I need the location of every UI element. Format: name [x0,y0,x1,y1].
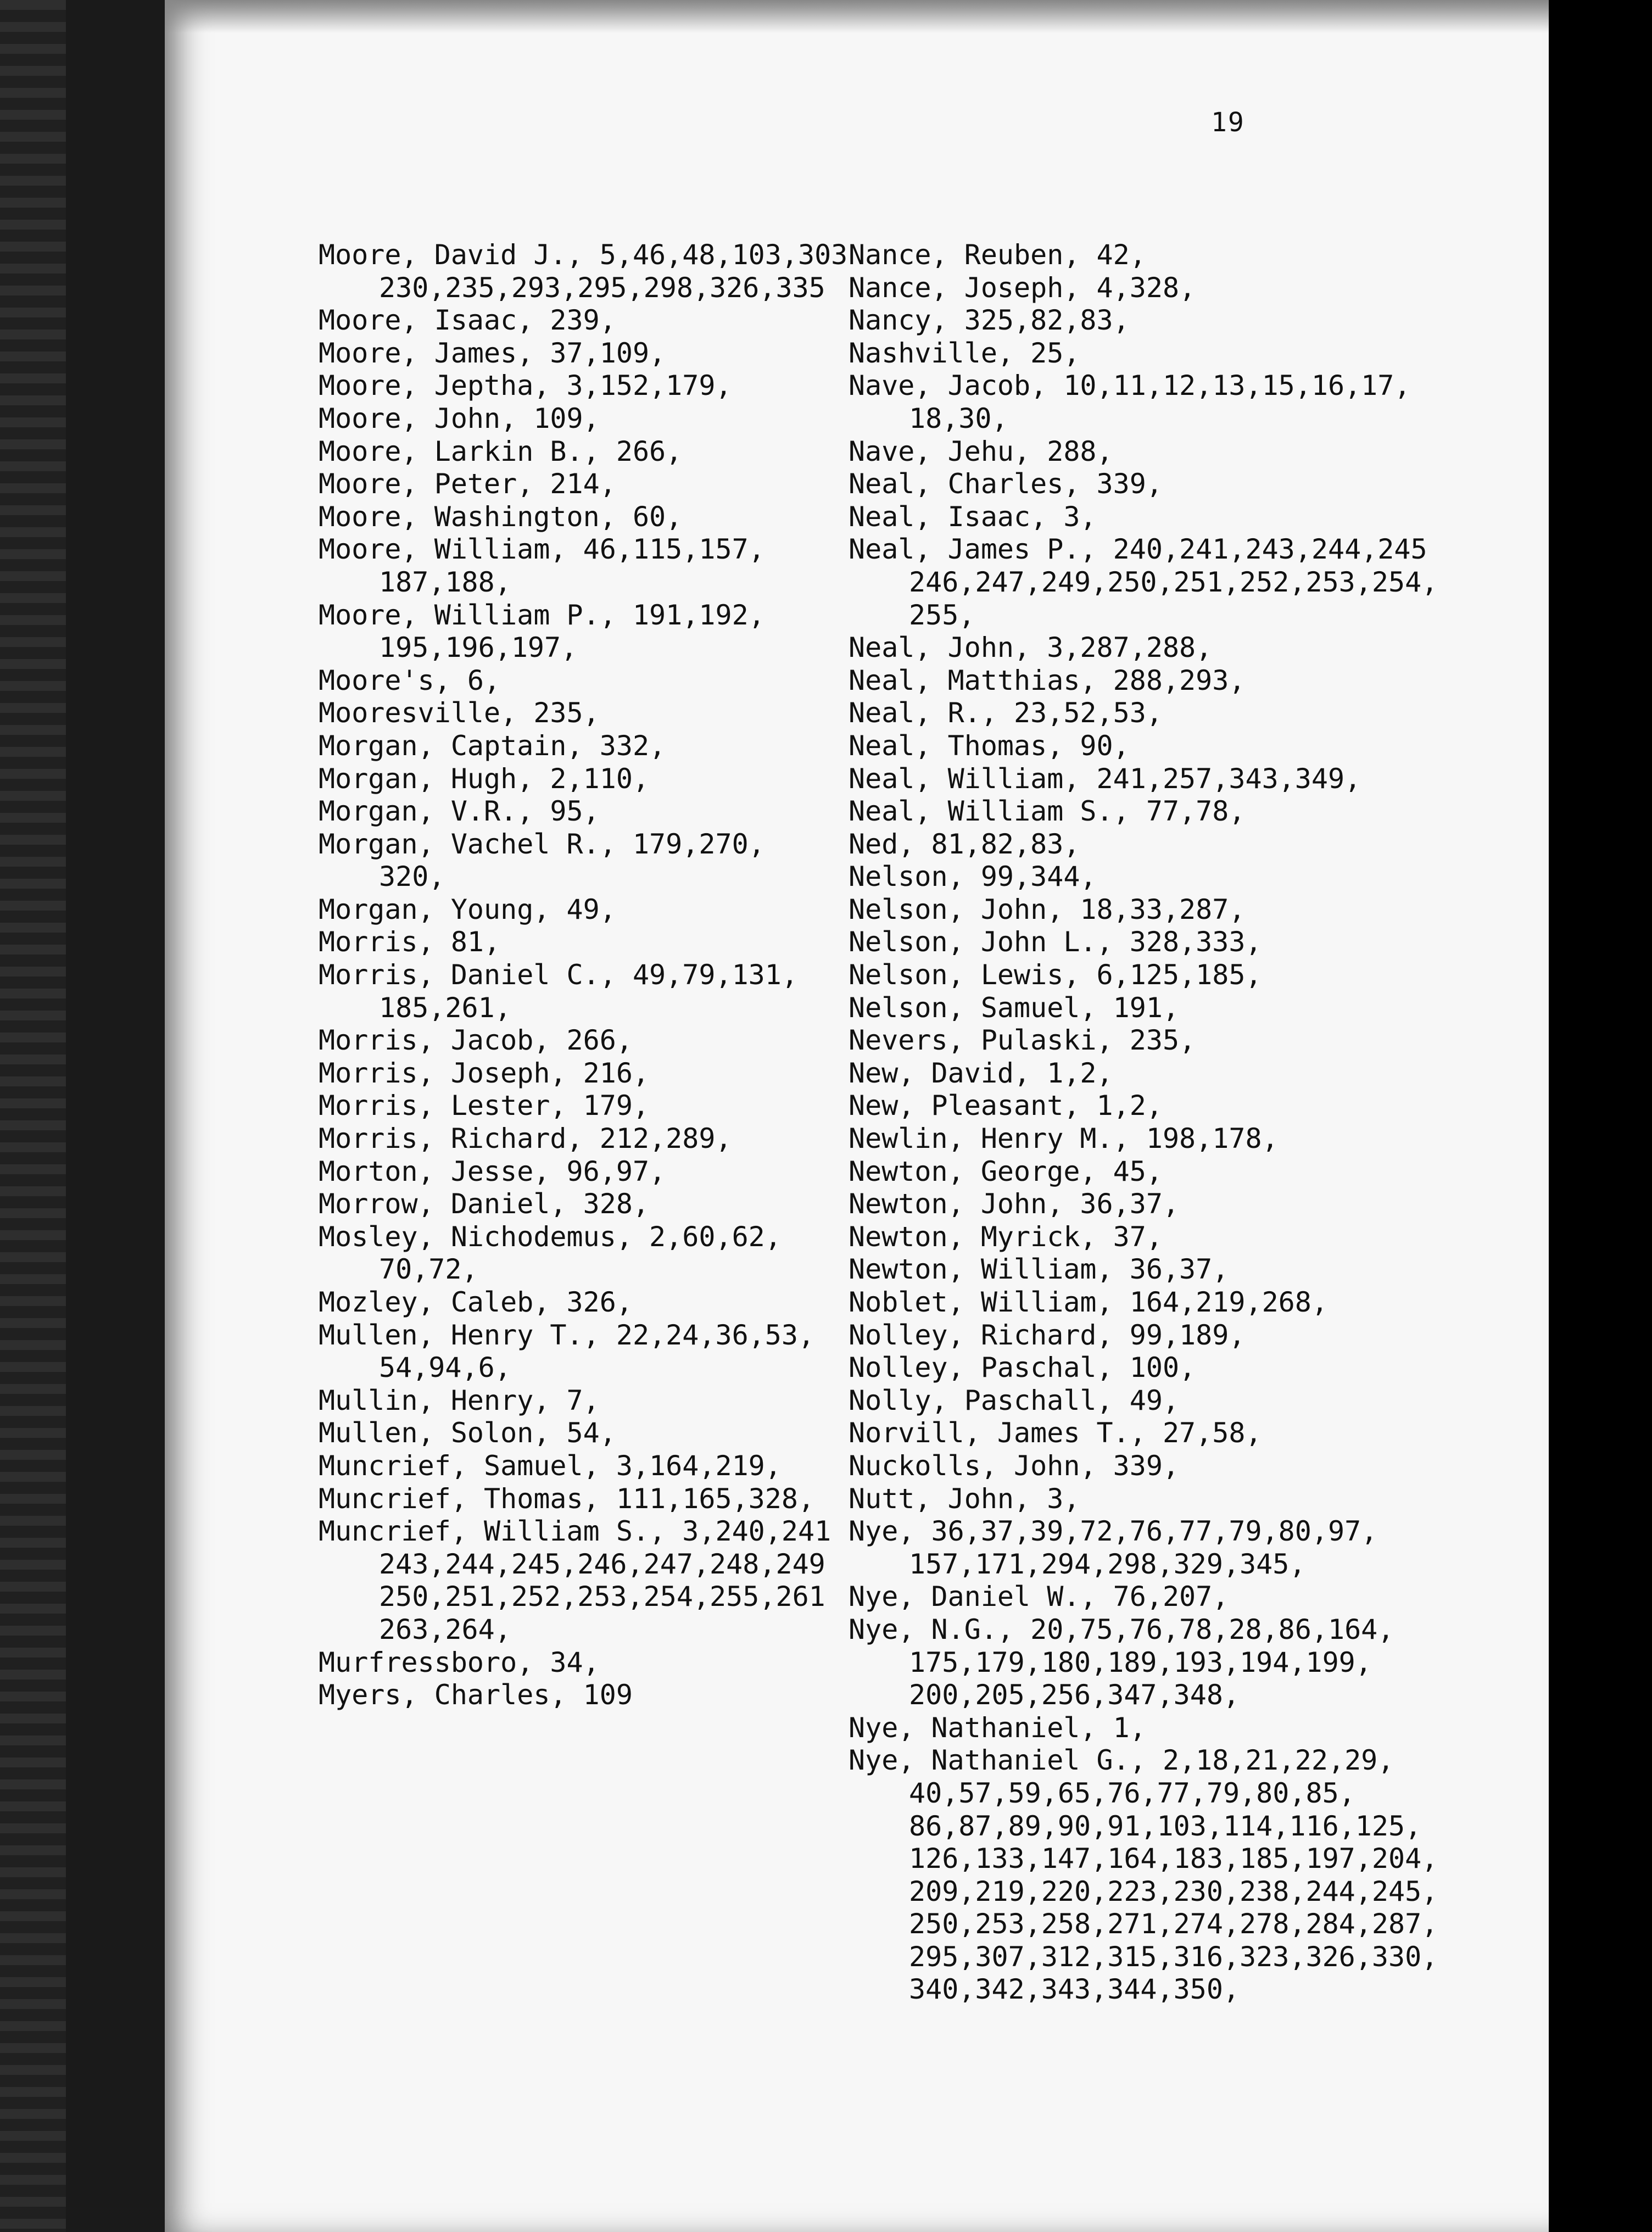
entry-heading-line: Nancy, 325,82,83, [849,304,1130,337]
entry-heading-line: Moore, Larkin B., 266, [319,435,683,467]
scan-left-edge [0,0,165,2232]
index-column-left [319,239,847,1712]
entry-heading-line: Morgan, Hugh, 2,110, [319,762,650,795]
entry-heading-line: Neal, Charles, 339, [849,468,1163,500]
entry-heading-line: Mozley, Caleb, 326, [319,1286,633,1318]
index-entry [849,1581,1438,1614]
index-entry [849,1123,1438,1156]
entry-heading-line: Newton, Myrick, 37, [849,1220,1163,1253]
index-entry [849,1712,1438,1745]
entry-continuation-line: 263,264, [379,1613,511,1645]
index-entry [849,468,1438,501]
index-entry [319,1385,847,1418]
index-entry [319,665,847,698]
entry-heading-line: New, Pleasant, 1,2, [849,1090,1163,1122]
index-entry [849,763,1438,796]
index-entry [849,828,1438,861]
entry-heading-line: Nye, Nathaniel, 1, [849,1711,1146,1744]
bleed-through-strip [0,0,66,2232]
scan-right-edge [1549,0,1652,2232]
index-entry [849,861,1438,894]
index-entry [849,795,1438,828]
index-entry [319,1450,847,1483]
entry-heading-line: Nutt, John, 3, [849,1482,1080,1515]
scan-top-edge [165,0,1549,33]
index-entry [319,763,847,796]
index-entry [319,468,847,501]
entry-continuation-line: 209,219,220,223,230,238,244,245, [909,1875,1438,1907]
index-entry [319,1123,847,1156]
index-entry [319,926,847,959]
index-entry [849,1385,1438,1418]
entry-heading-line: Morris, Richard, 212,289, [319,1123,732,1155]
entry-heading-line: Moore, David J., 5,46,48,103,303 [319,239,848,271]
index-entry [319,1417,847,1450]
entry-heading-line: Nevers, Pulaski, 235, [849,1024,1196,1057]
entry-continuation-line: 250,253,258,271,274,278,284,287, [909,1908,1438,1940]
index-entry [849,894,1438,927]
entry-heading-line: Mullin, Henry, 7, [319,1384,600,1416]
entry-heading-line: Morris, Jacob, 266, [319,1024,633,1057]
entry-heading-line: Neal, Thomas, 90, [849,729,1130,762]
entry-heading-line: Mosley, Nichodemus, 2,60,62, [319,1220,782,1253]
entry-heading-line: Morris, Joseph, 216, [319,1057,650,1089]
index-entry [849,1614,1438,1712]
index-entry [849,992,1438,1025]
entry-heading-line: Muncrief, Thomas, 111,165,328, [319,1482,815,1515]
entry-heading-line: Nye, Nathaniel G., 2,18,21,22,29, [849,1744,1394,1777]
entry-heading-line: Nolley, Richard, 99,189, [849,1319,1246,1351]
entry-heading-line: Nave, Jacob, 10,11,12,13,15,16,17, [849,370,1411,402]
index-entry [319,1057,847,1090]
entry-heading-line: Nelson, John, 18,33,287, [849,893,1246,925]
index-entry [849,1450,1438,1483]
index-entry [319,370,847,403]
entry-heading-line: Moore, John, 109, [319,402,600,434]
entry-heading-line: Neal, Matthias, 288,293, [849,664,1246,696]
entry-continuation-line: 250,251,252,253,254,255,261 [379,1581,825,1613]
index-entry [849,1156,1438,1188]
index-entry [849,501,1438,534]
entry-continuation-line: 340,342,343,344,350, [909,1973,1240,2006]
index-entry [849,1319,1438,1352]
entry-heading-line: Nelson, John L., 328,333, [849,926,1262,958]
entry-heading-line: Myers, Charles, 109 [319,1679,633,1711]
entry-heading-line: Morris, Lester, 179, [319,1090,650,1122]
index-entry [849,1221,1438,1254]
index-entry [849,1057,1438,1090]
entry-heading-line: Nye, N.G., 20,75,76,78,28,86,164, [849,1613,1394,1645]
entry-heading-line: Morgan, Young, 49, [319,893,616,925]
entry-heading-line: Moore, Isaac, 239, [319,304,616,337]
index-entry [319,304,847,337]
entry-continuation-line: 157,171,294,298,329,345, [909,1548,1306,1580]
entry-heading-line: Moore, Peter, 214, [319,468,616,500]
index-entry [319,239,847,304]
entry-heading-line: Morton, Jesse, 96,97, [319,1155,666,1187]
entry-continuation-line: 126,133,147,164,183,185,197,204, [909,1843,1438,1875]
entry-continuation-line: 320, [379,861,445,893]
index-entry [849,533,1438,632]
index-entry [319,599,847,665]
index-entry [849,370,1438,435]
entry-heading-line: Nelson, Samuel, 191, [849,991,1180,1024]
entry-heading-line: Nance, Reuben, 42, [849,239,1146,271]
entry-heading-line: Morris, Daniel C., 49,79,131, [319,959,798,991]
entry-continuation-line: 175,179,180,189,193,194,199, [909,1646,1372,1678]
entry-heading-line: Nye, 36,37,39,72,76,77,79,80,97, [849,1515,1378,1548]
index-entry [849,632,1438,665]
index-entry [319,436,847,468]
index-entry [319,1188,847,1221]
entry-continuation-line: 187,188, [379,566,511,598]
entry-heading-line: Morgan, V.R., 95, [319,795,600,828]
index-column-right [849,239,1438,2006]
index-entry [849,1515,1438,1581]
index-entry [849,304,1438,337]
entry-heading-line: Newton, William, 36,37, [849,1253,1229,1286]
index-entry [319,828,847,894]
index-entry [319,1483,847,1516]
entry-heading-line: Moore, Jeptha, 3,152,179, [319,370,732,402]
index-entry [849,436,1438,468]
entry-heading-line: Nolly, Paschall, 49, [849,1384,1180,1416]
index-entry [849,1253,1438,1286]
entry-heading-line: Moore's, 6, [319,664,501,696]
index-entry [319,894,847,927]
index-entry [849,697,1438,730]
entry-heading-line: Moore, William, 46,115,157, [319,533,765,566]
index-entry [849,1417,1438,1450]
index-entry [849,1188,1438,1221]
entry-heading-line: Moore, William P., 191,192, [319,599,765,631]
entry-heading-line: Nelson, 99,344, [849,861,1097,893]
index-entry [849,1024,1438,1057]
index-entry [319,1286,847,1319]
entry-heading-line: Nave, Jehu, 288, [849,435,1113,467]
entry-heading-line: Morris, 81, [319,926,501,958]
entry-heading-line: Nelson, Lewis, 6,125,185, [849,959,1262,991]
index-entry [849,665,1438,698]
page-number: 19 [1211,107,1245,138]
entry-continuation-line: 295,307,312,315,316,323,326,330, [909,1940,1438,1973]
entry-heading-line: Morgan, Vachel R., 179,270, [319,828,765,860]
index-entry [849,239,1438,272]
index-entry [849,1483,1438,1516]
entry-continuation-line: 40,57,59,65,76,77,79,80,85, [909,1777,1355,1809]
entry-heading-line: Mullen, Henry T., 22,24,36,53, [319,1319,815,1351]
entry-heading-line: New, David, 1,2, [849,1057,1113,1089]
entry-continuation-line: 246,247,249,250,251,252,253,254, [909,566,1438,598]
index-entry [319,1515,847,1646]
entry-heading-line: Moore, Washington, 60, [319,500,683,533]
index-entry [849,272,1438,305]
index-entry [849,1744,1438,2006]
entry-heading-line: Mooresville, 235, [319,697,600,729]
entry-continuation-line: 200,205,256,347,348, [909,1679,1240,1711]
entry-heading-line: Muncrief, Samuel, 3,164,219, [319,1449,782,1482]
entry-heading-line: Nye, Daniel W., 76,207, [849,1581,1229,1613]
entry-heading-line: Noblet, William, 164,219,268, [849,1286,1328,1318]
entry-heading-line: Nance, Joseph, 4,328, [849,271,1196,304]
entry-heading-line: Neal, William S., 77,78, [849,795,1246,828]
entry-heading-line: Newton, John, 36,37, [849,1188,1180,1220]
entry-heading-line: Neal, Isaac, 3, [849,500,1097,533]
index-entry [319,1024,847,1057]
index-entry [319,959,847,1024]
entry-heading-line: Newton, George, 45, [849,1155,1163,1187]
index-entry [319,403,847,436]
entry-heading-line: Neal, James P., 240,241,243,244,245 [849,533,1427,566]
entry-heading-line: Morrow, Daniel, 328, [319,1188,650,1220]
index-entry [319,1679,847,1712]
entry-heading-line: Nolley, Paschal, 100, [849,1352,1196,1384]
index-entry [849,959,1438,992]
index-entry [849,1286,1438,1319]
entry-heading-line: Newlin, Henry M., 198,178, [849,1123,1279,1155]
index-entry [319,1221,847,1286]
entry-continuation-line: 185,261, [379,991,511,1024]
entry-heading-line: Nashville, 25, [849,337,1080,369]
entry-heading-line: Mullen, Solon, 54, [319,1417,616,1449]
entry-continuation-line: 70,72, [379,1253,478,1286]
entry-continuation-line: 255, [909,599,975,631]
index-entry [319,501,847,534]
index-entry [849,337,1438,370]
entry-heading-line: Murfressboro, 34, [319,1646,600,1678]
entry-heading-line: Ned, 81,82,83, [849,828,1080,860]
entry-heading-line: Neal, John, 3,287,288, [849,632,1213,664]
entry-heading-line: Neal, R., 23,52,53, [849,697,1163,729]
entry-heading-line: Norvill, James T., 27,58, [849,1417,1262,1449]
index-entry [319,1319,847,1385]
index-entry [849,1352,1438,1385]
index-entry [319,1090,847,1123]
index-entry [849,1090,1438,1123]
entry-heading-line: Muncrief, William S., 3,240,241 [319,1515,831,1548]
entry-heading-line: Nuckolls, John, 339, [849,1449,1180,1482]
entry-continuation-line: 195,196,197, [379,632,578,664]
index-entry [319,337,847,370]
index-entry [319,533,847,599]
index-entry [319,730,847,763]
entry-continuation-line: 54,94,6, [379,1352,511,1384]
index-entry [319,795,847,828]
index-entry [319,1647,847,1679]
entry-heading-line: Neal, William, 241,257,343,349, [849,762,1361,795]
entry-continuation-line: 243,244,245,246,247,248,249 [379,1548,825,1580]
index-entry [849,926,1438,959]
entry-heading-line: Moore, James, 37,109, [319,337,666,369]
index-entry [319,697,847,730]
index-entry [849,730,1438,763]
entry-continuation-line: 230,235,293,295,298,326,335 [379,271,825,304]
entry-continuation-line: 18,30, [909,402,1008,434]
entry-heading-line: Morgan, Captain, 332, [319,729,666,762]
index-entry [319,1156,847,1188]
entry-continuation-line: 86,87,89,90,91,103,114,116,125, [909,1810,1422,1842]
